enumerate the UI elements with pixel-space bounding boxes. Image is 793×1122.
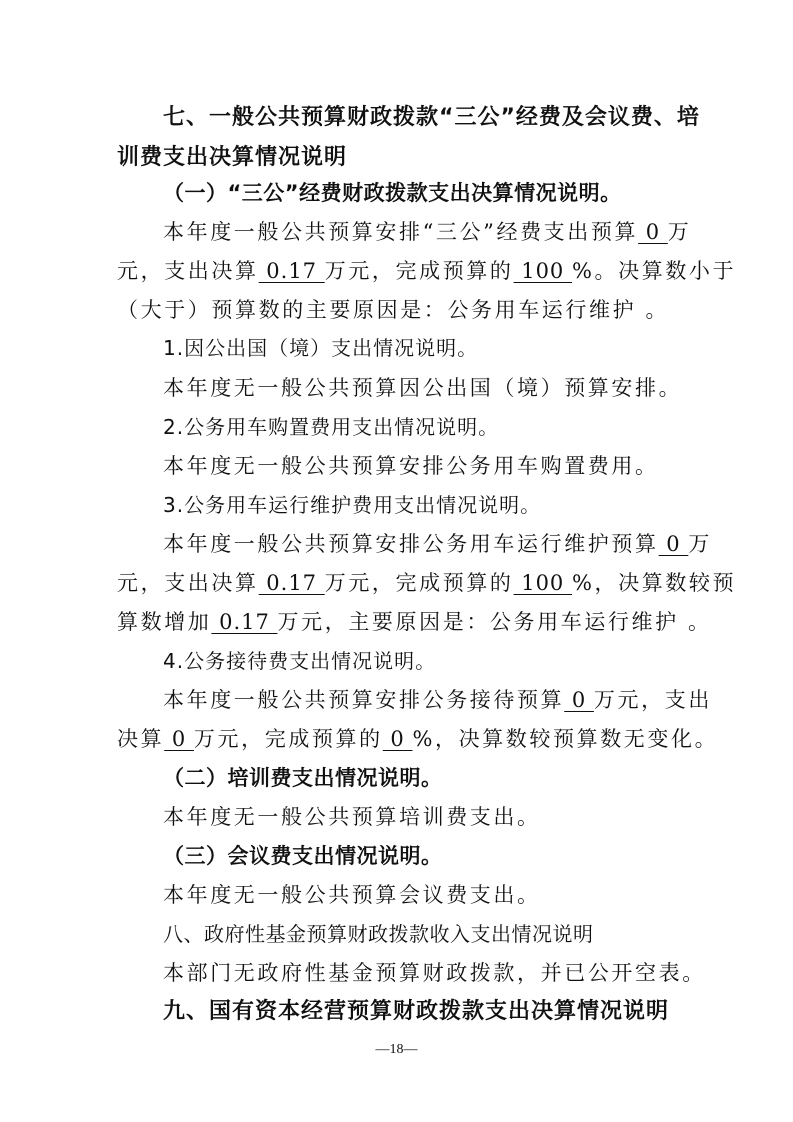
increase-value: 0.17 — [211, 610, 278, 634]
subsection-1-title: （一）“三公”经费财政拨款支出决算情况说明。 — [163, 181, 622, 205]
text-span: %，决算数较预算数无变化。 — [412, 727, 719, 751]
item-2-title: 2.公务用车购置费用支出情况说明。 — [163, 415, 500, 439]
text-span: 万元，完成预算的 — [324, 571, 514, 595]
item-4-title: 4.公务接待费支出情况说明。 — [163, 649, 437, 673]
text-span: 本年度一般公共预算安排“三公”经费支出预算 — [163, 220, 639, 244]
completion-percent: 100 — [513, 571, 572, 595]
item-1-title: 1.因公出国（境）支出情况说明。 — [163, 336, 479, 360]
text-span: %，决算数较预 — [571, 571, 737, 595]
item-3-line-3 — [117, 607, 712, 637]
text-span: 算数增加 — [117, 610, 212, 634]
page-number: —18— — [375, 1042, 418, 1057]
text-span: %。决算数小于 — [571, 259, 737, 283]
sanggong-paragraph-line-2 — [117, 256, 736, 286]
subsection-3-text: 本年度无一般公共预算会议费支出。 — [163, 883, 541, 907]
sanggong-paragraph-line-3: （大于）预算数的主要原因是：公务用车运行维护 。 — [117, 298, 670, 322]
text-span: 决算 — [117, 727, 165, 751]
section-7-title-line-2: 训费支出决算情况说明 — [117, 145, 348, 170]
actual-value: 0 — [164, 727, 194, 751]
text-span: 元，支出决算 — [117, 571, 259, 595]
actual-value: 0.17 — [258, 571, 325, 595]
subsection-2-text: 本年度无一般公共预算培训费支出。 — [163, 805, 541, 829]
text-span: 万 — [688, 532, 712, 556]
subsection-2-title: （二）培训费支出情况说明。 — [163, 766, 443, 790]
section-8-text: 本部门无政府性基金预算财政拨款，并已公开空表。 — [163, 961, 706, 985]
text-span: 万元，支出 — [593, 688, 712, 712]
actual-value: 0.17 — [258, 259, 325, 283]
text-span: 元，支出决算 — [117, 259, 259, 283]
completion-percent: 100 — [513, 259, 572, 283]
item-3-line-1 — [163, 529, 712, 559]
text-span: 万元，完成预算的 — [193, 727, 383, 751]
item-3-title: 3.公务用车运行维护费用支出情况说明。 — [163, 493, 542, 517]
completion-percent: 0 — [382, 727, 413, 751]
item-4-line-1 — [163, 685, 712, 715]
budget-value: 0 — [564, 688, 594, 712]
item-3-line-2 — [117, 568, 736, 598]
item-2-text: 本年度无一般公共预算安排公务用车购置费用。 — [163, 454, 659, 478]
item-4-line-2 — [117, 724, 718, 754]
text-span: 本年度一般公共预算安排公务接待预算 — [163, 688, 565, 712]
text-span: 万元，主要原因是：公务用车运行维护 。 — [277, 610, 712, 634]
budget-value: 0 — [658, 532, 689, 556]
text-span: 本年度一般公共预算安排公务用车运行维护预算 — [163, 532, 659, 556]
budget-value: 0 — [638, 220, 668, 244]
item-1-text: 本年度无一般公共预算因公出国（境）预算安排。 — [163, 376, 683, 400]
section-7-title-line-1: 七、一般公共预算财政拨款“三公”经费及会议费、培 — [163, 105, 700, 130]
text-span: 万元，完成预算的 — [324, 259, 514, 283]
section-9-title: 九、国有资本经营预算财政拨款支出决算情况说明 — [163, 999, 670, 1024]
subsection-3-title: （三）会议费支出情况说明。 — [163, 844, 443, 868]
section-8-title: 八、政府性基金预算财政拨款收入支出情况说明 — [163, 922, 594, 946]
text-span: 万 — [667, 220, 692, 244]
sanggong-paragraph-line-1 — [163, 217, 691, 247]
